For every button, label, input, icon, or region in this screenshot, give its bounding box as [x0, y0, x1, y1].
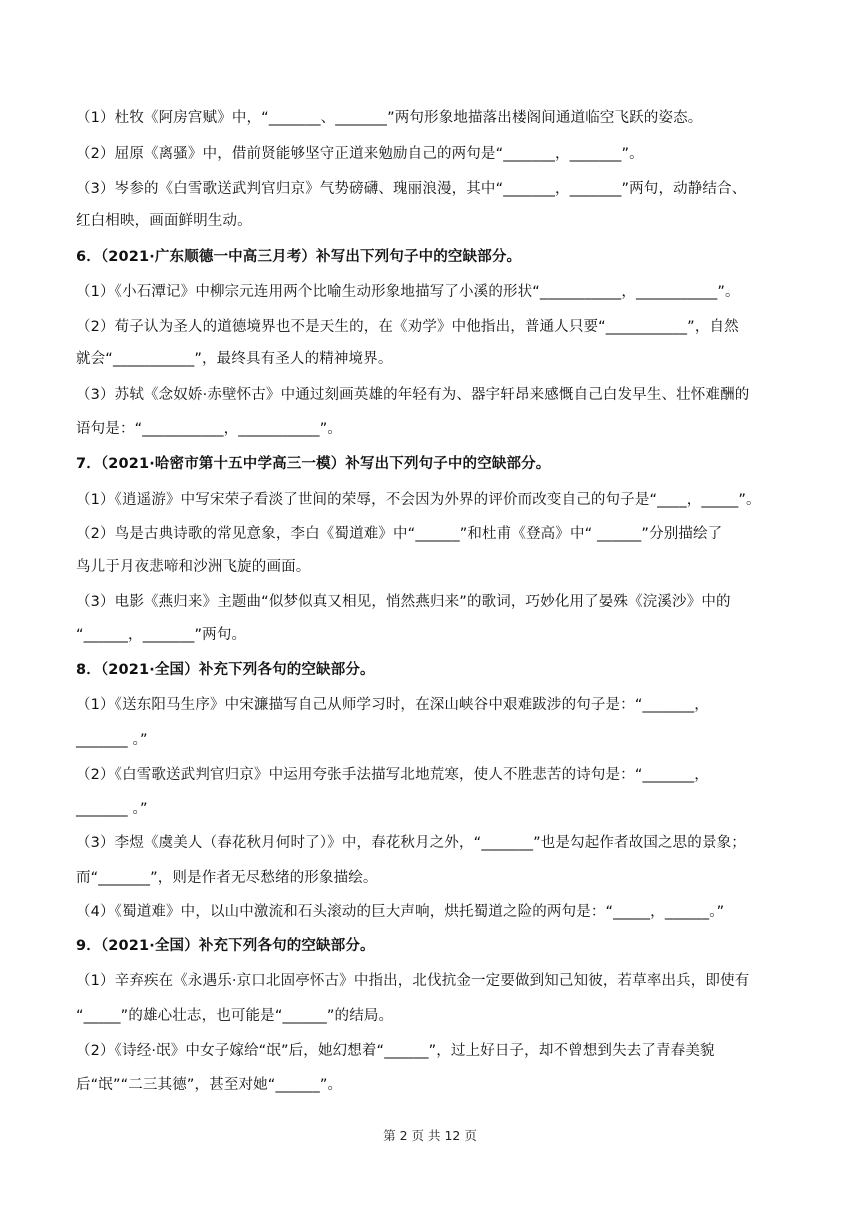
text-line: “_____”的雄心壮志，也可能是“______”的结局。	[76, 1008, 394, 1024]
text-line: （3）岑参的《白雪歌送武判官归京》气势磅礴、瑰丽浪漫，其中“_______，_______”两句，动静结合、	[76, 181, 747, 197]
text-line: 而“_______”，则是作者无尽愁绪的形象描绘。	[76, 870, 378, 886]
text-line: （2）《诗经·氓》中女子嫁给“氓”后，她幻想着“______”，过上好日子，却不曾想到失去了青春美貌	[76, 1043, 715, 1059]
text-line: （3）李煜《虞美人（春花秋月何时了）》中，春花秋月之外，“_______”也是勾起作者故国之思的景象；	[76, 835, 746, 851]
text-line: （1）《逍遥游》中写宋荣子看淡了世间的荣辱，不会因为外界的评价而改变自己的句子是“____，_____”。	[76, 492, 761, 508]
question-heading: 8．（2021·全国）补充下列各句的空缺部分。	[76, 662, 375, 678]
text-line: 后“氓”“二三其德”，甚至对她“______”。	[76, 1077, 343, 1093]
question-heading: 7．（2021·哈密市第十五中学高三一模）补写出下列句子中的空缺部分。	[76, 456, 551, 472]
text-line: （4）《蜀道难》中，以山中激流和石头滚动的巨大声响，烘托蜀道之险的两句是：“_____，______。”	[76, 904, 725, 920]
text-line: 就会“___________”，最终具有圣人的精神境界。	[76, 351, 393, 367]
text-line: 鸟儿于月夜悲啼和沙洲飞旋的画面。	[76, 559, 311, 575]
text-line: _______ 。”	[76, 732, 148, 748]
page-footer: 第 2 页 共 12 页	[383, 1128, 477, 1143]
text-line: （1）《送东阳马生序》中宋濂描写自己从师学习时，在深山峡谷中艰难跋涉的句子是：“_______，	[76, 697, 709, 713]
text-line: _______ 。”	[76, 801, 148, 817]
text-line: （1）《小石潭记》中柳宗元连用两个比喻生动形象地描写了小溪的形状“___________，___________”。	[76, 284, 740, 300]
text-line: （2）屈原《离骚》中，借前贤能够坚守正道来勉励自己的两句是“_______，_______”。	[76, 146, 644, 162]
text-line: 语句是：“___________，___________”。	[76, 421, 343, 437]
question-heading: 6．（2021·广东顺德一中高三月考）补写出下列句子中的空缺部分。	[76, 249, 522, 265]
text-line: 红白相映，画面鲜明生动。	[76, 213, 252, 229]
text-line: （2）《白雪歌送武判官归京》中运用夸张手法描写北地荒寒，使人不胜悲苦的诗句是：“_______，	[76, 767, 709, 783]
text-line: （2）荀子认为圣人的道德境界也不是天生的，在《劝学》中他指出，普通人只要“___________”，自然	[76, 319, 739, 335]
text-line: “______，_______”两句。	[76, 627, 247, 643]
text-line: （3）电影《燕归来》主题曲“似梦似真又相见，悄然燕归来”的歌词，巧妙化用了晏殊《浣溪沙》中的	[76, 594, 731, 610]
text-line: （3）苏轼《念奴娇·赤壁怀古》中通过刻画英雄的年轻有为、器宇轩昂来感慨自己白发早生、壮怀难酬的	[76, 387, 750, 403]
question-heading: 9．（2021·全国）补充下列各句的空缺部分。	[76, 938, 375, 954]
text-line: （2）鸟是古典诗歌的常见意象，李白《蜀道难》中“______”和杜甫《登高》中“ ______”分别描绘了	[76, 526, 723, 542]
text-line: （1）辛弃疾在《永遇乐·京口北固亭怀古》中指出，北伐抗金一定要做到知己知彼，若草率出兵，即使有	[76, 973, 750, 989]
text-line: （1）杜牧《阿房宫赋》中，“_______、_______”两句形象地描落出楼阁间通道临空飞跃的姿态。	[76, 110, 703, 126]
